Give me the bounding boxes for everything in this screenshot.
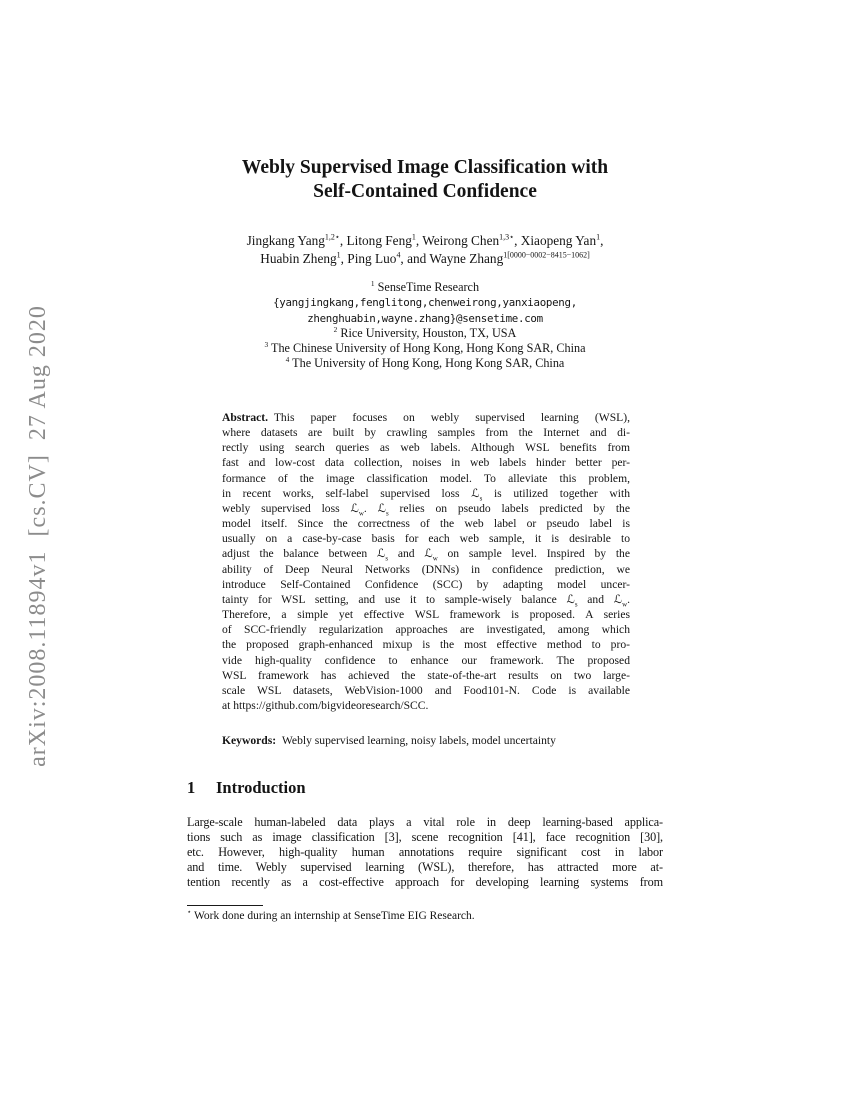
abstract-line: the proposed graph-enhanced mixup is the most effective method to pro-	[222, 638, 630, 652]
paragraph-line: etc. However, high-quality human annotations require significant cost in labor	[187, 845, 663, 860]
code-link-line[interactable]: at https://github.com/bigvideoresearch/SCC.	[222, 698, 429, 712]
paper-title-line-1: Webly Supervised Image Classification with	[241, 157, 609, 178]
authors-line-1: Jingkang Yang$^{1,2⋆}$, Litong Feng$^1$, Weirong Chen$^{1,3⋆}$, Xiaopeng Yan$^1$,	[246, 232, 604, 248]
affiliation-line: zhenghuabin,wayne.zhang}@sensetime.com	[307, 311, 543, 325]
section-number: 1	[187, 778, 196, 797]
paragraph-line: and time. Webly supervised learning (WSL), therefore, has attracted more at-	[187, 860, 663, 875]
section-title: Introduction	[216, 778, 306, 797]
abstract-line: Therefore, a simple yet effective WSL framework is proposed. A series	[222, 608, 630, 622]
abstract-line: of SCC-friendly regularization approaches are investigated, among which	[222, 623, 630, 637]
paragraph-line: tions such as image classification [3], scene recognition [41], face recognition [30],	[187, 830, 663, 845]
abstract-line: webly supervised loss ℒ$_w$. ℒ$_s$ relies on pseudo labels predicted by the	[222, 501, 630, 518]
affiliations	[167, 280, 683, 372]
affiliation-line: $^2$ Rice University, Houston, TX, USA	[333, 324, 517, 340]
abstract-line: tainty for WSL setting, and use it to sample-wisely balance ℒ$_s$ and ℒ$_w$.	[222, 592, 630, 609]
abstract-line: WSL framework has achieved the state-of-the-art results on two large-	[222, 668, 630, 682]
abstract-line: introduce Self-Contained Confidence (SCC) by adapting model uncer-	[222, 577, 630, 591]
abstract-line: scale WSL datasets, WebVision-1000 and Food101-N. Code is available	[222, 683, 630, 697]
paragraph-line: tention recently as a cost-effective approach for developing learning systems from	[187, 875, 663, 890]
affiliation-line: $^4$ The University of Hong Kong, Hong Kong SAR, China	[285, 355, 565, 371]
affiliation-line: {yangjingkang,fenglitong,chenweirong,yanxiaopeng,	[273, 296, 577, 310]
abstract-line: vide high-quality confidence to enhance our framework. The proposed	[222, 653, 630, 667]
abstract-line: adjust the balance between ℒ$_s$ and ℒ$_w$ on sample level. Inspired by the	[222, 547, 630, 563]
affiliation-line: $^3$ The Chinese University of Hong Kong, Hong Kong SAR, China	[264, 340, 586, 356]
abstract-line: rectly using search queries as web labels. Although WSL benefits from	[222, 441, 630, 455]
keywords-line: Keywords: Webly supervised learning, noisy labels, model uncertainty	[222, 734, 556, 747]
arxiv-watermark: arXiv:2008.11894v1 [cs.CV] 27 Aug 2020	[25, 305, 51, 767]
abstract-line: fast and low-cost data collection, noises in web labels hinder better per-	[222, 456, 630, 470]
section-heading-introduction	[187, 778, 663, 798]
abstract-line: in recent works, self-label supervised loss ℒ$_s$ is utilized together with	[222, 486, 630, 503]
footnote: ⋆ Work done during an internship at SenseTime EIG Research.	[187, 909, 475, 922]
paper-title	[187, 156, 663, 203]
affiliation-line: $^1$ SenseTime Research	[370, 278, 480, 294]
abstract-line: where datasets are built by crawling samples from the Internet and di-	[222, 426, 630, 440]
abstract-line: model itself. Since the correctness of the web label or pseudo label is	[222, 517, 630, 531]
paper-title-line-2: Self-Contained Confidence	[313, 180, 537, 202]
intro-paragraph	[187, 815, 663, 890]
abstract-line: Abstract. This paper focuses on webly supervised learning (WSL),	[222, 411, 630, 424]
abstract-line: formance of the image classification model. To alleviate this problem,	[222, 471, 630, 485]
abstract-line: usually on a case-by-case basis for each web sample, it is desirable to	[222, 532, 630, 546]
abstract-line: ability of Deep Neural Networks (DNNs) in confidence prediction, we	[222, 562, 630, 576]
footnote-rule	[187, 905, 263, 906]
author-list	[167, 232, 683, 268]
paragraph-line: Large-scale human-labeled data plays a vital role in deep learning-based applica-	[187, 815, 663, 829]
abstract-paragraph	[222, 410, 630, 713]
authors-line-2: Huabin Zheng$^1$, Ping Luo$^4$, and Wayne Zhang$^{1[0000-0002-8415-1062]}$	[260, 250, 590, 267]
